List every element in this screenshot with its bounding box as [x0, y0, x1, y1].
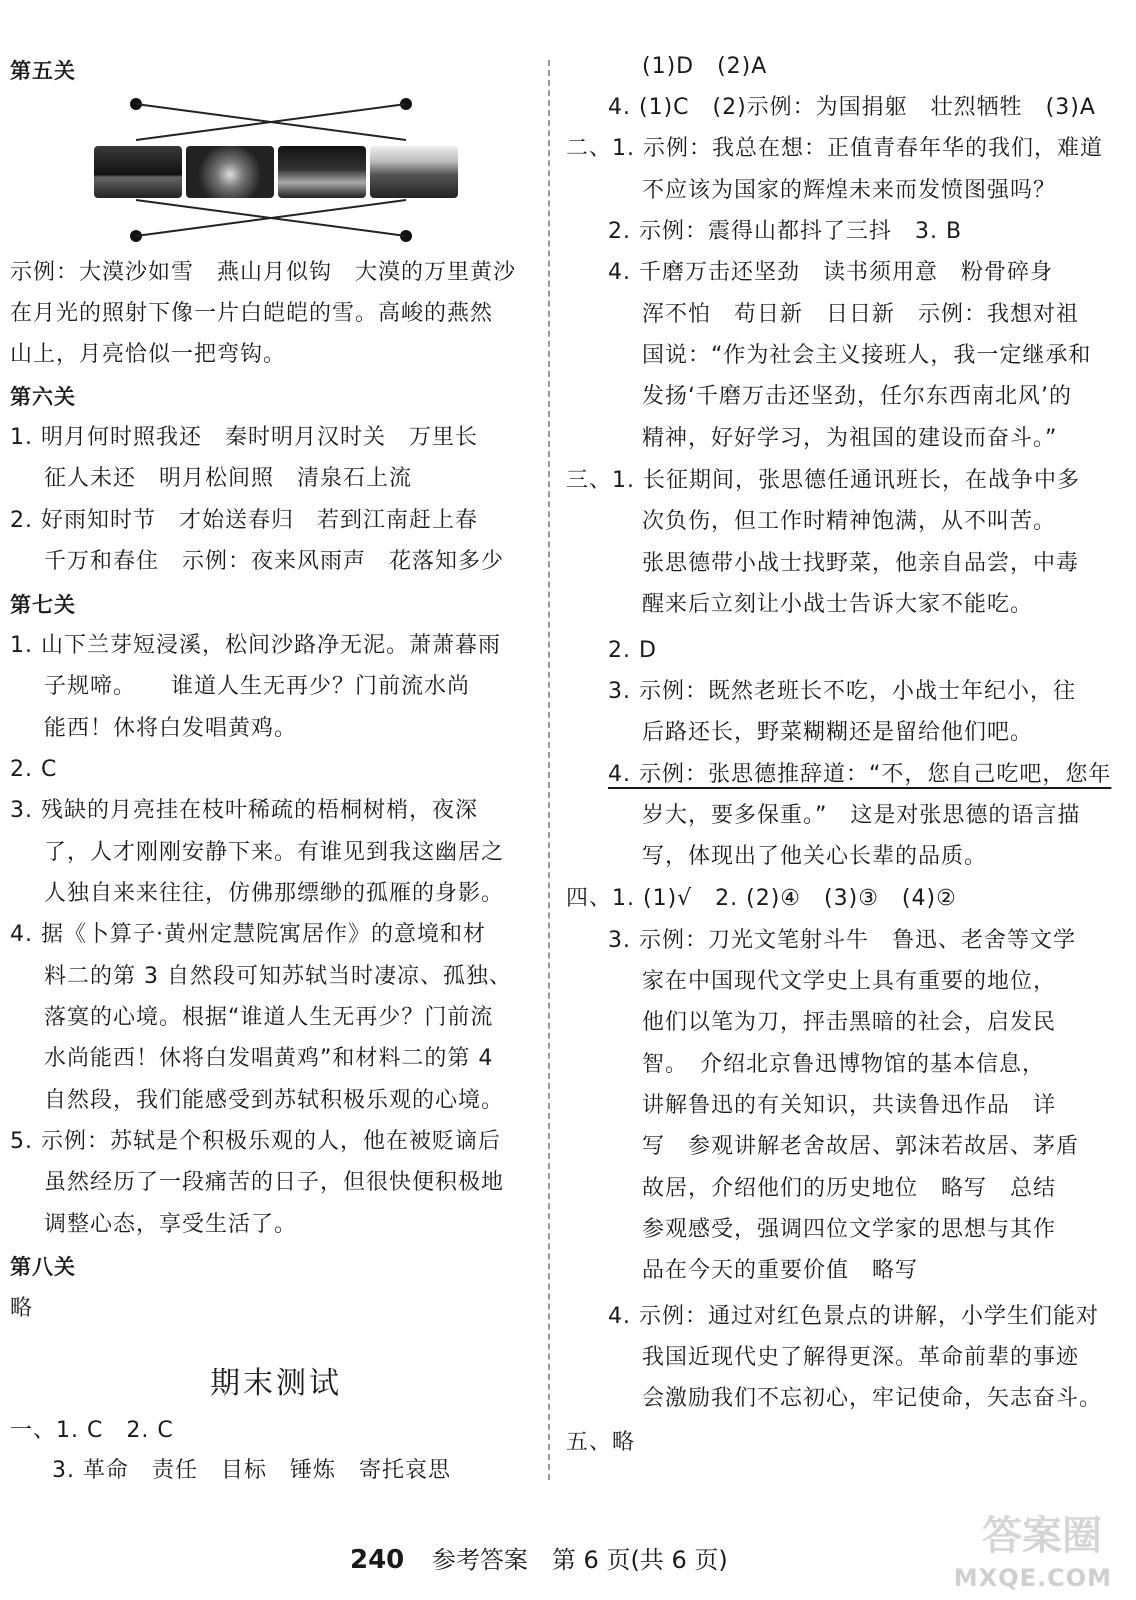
text-line: 不应该为国家的辉煌未来而发愤图强吗？: [642, 178, 1057, 203]
page-number: 240: [350, 1545, 405, 1575]
text-line: 子规啼。 谁道人生无再少？门前流水尚: [44, 674, 471, 699]
text-line: 故居，介绍他们的历史地位 略写 总结: [642, 1176, 1057, 1201]
text-line: 品在今天的重要价值 略写: [642, 1258, 919, 1283]
landscape-photo-3: [278, 146, 366, 198]
text-line: 示例：大漠沙如雪 燕山月似钩 大漠的万里黄沙: [10, 260, 517, 285]
text-line: 千万和春住 示例：夜来风雨声 花落知多少: [44, 549, 505, 574]
text-line: 岁大，要多保重。” 这是对张思德的语言描: [642, 803, 1081, 828]
text-line: 人独自来来往往，仿佛那缥缈的孤雁的身影。: [44, 881, 505, 906]
section-title-8: 第八关: [10, 1255, 76, 1279]
text-line: 了，人才刚刚安静下来。有谁见到我这幽居之: [44, 840, 505, 865]
text-line: 醒来后立刻让小战士告诉大家不能吃。: [642, 592, 1034, 617]
text-line: 4. 据《卜算子·黄州定慧院寓居作》的意境和材: [10, 922, 486, 947]
text-line: 3. 示例：既然老班长不吃，小战士年纪小，往: [608, 679, 1076, 704]
section-title-5: 第五关: [10, 59, 76, 83]
text-line: 发扬‘千磨万击还坚劲，任尔东西南北风’的: [642, 384, 1072, 409]
text-line: 讲解鲁迅的有关知识，共读鲁迅作品 详: [642, 1093, 1057, 1118]
text-line: 自然段，我们能感受到苏轼积极乐观的心境。: [44, 1088, 505, 1113]
text-line: 4. 示例：张思德推辞道：“不，您自己吃吧，您年: [608, 762, 1112, 787]
text-line: 精神，好好学习，为祖国的建设而奋斗。”: [642, 426, 1058, 451]
site-watermark: [930, 1500, 1120, 1596]
text-line: 水尚能西！休将白发唱黄鸡”和材料二的第 4: [44, 1046, 494, 1071]
text-line: 2. D: [608, 638, 657, 663]
text-line: 略: [10, 1296, 34, 1321]
exam-title: 期末测试: [210, 1366, 342, 1401]
text-line: 调整心态，享受生活了。: [44, 1212, 298, 1237]
text-line: 会激励我们不忘初心，牢记使命，矢志奋斗。: [642, 1386, 1103, 1411]
text-line: 4. 千磨万击还坚劲 读书须用意 粉骨碎身: [608, 260, 1053, 285]
text-line: 智。 介绍北京鲁迅博物馆的基本信息，: [642, 1052, 1046, 1077]
text-line: 2. 好雨知时节 才始送春归 若到江南赶上春: [10, 508, 478, 533]
text-line: 一、1. C 2. C: [10, 1418, 174, 1443]
text-line: 料二的第 3 自然段可知苏轼当时凄凉、孤独、: [44, 964, 512, 989]
text-line: 我国近现代史了解得更深。革命前辈的事迹: [642, 1345, 1080, 1370]
text-line: 写 参观讲解老舍故居、郭沫若故居、茅盾: [642, 1134, 1080, 1159]
text-line: 2. C: [10, 757, 58, 782]
text-line: 5. 示例：苏轼是个积极乐观的人，他在被贬谪后: [10, 1129, 501, 1154]
text-line: 四、1. (1)√ 2. (2)④ (3)③ (4)②: [566, 886, 957, 911]
text-line: 4. 示例：通过对红色景点的讲解，小学生们能对: [608, 1304, 1099, 1329]
column-divider: [548, 60, 550, 1480]
page-footer: [350, 1540, 728, 1575]
matching-figure: [94, 90, 454, 250]
text-line: 1. 山下兰芽短浸溪，松间沙路净无泥。萧萧暮雨: [10, 633, 501, 658]
text-line: 在月光的照射下像一片白皑皑的雪。高峻的燕然: [10, 301, 494, 326]
page-caption: 参考答案 第 6 页(共 6 页): [431, 1546, 728, 1574]
text-line: 次负伤，但工作时精神饱满，从不叫苦。: [642, 509, 1057, 534]
landscape-photo-4: [370, 146, 458, 198]
text-line: 征人未还 明月松间照 清泉石上流: [44, 466, 413, 491]
text-line: 二、1. 示例：我总在想：正值青春年华的我们，难道: [566, 136, 1103, 161]
text-line: 他们以笔为刀，抨击黑暗的社会，启发民: [642, 1010, 1057, 1035]
text-line: 张思德带小战士找野菜，他亲自品尝，中毒: [642, 551, 1080, 576]
text-line: 后路还长，野菜糊糊还是留给他们吧。: [642, 720, 1034, 745]
text-line: 落寞的心境。根据“谁道人生无再少？门前流: [44, 1005, 494, 1030]
text-line: 1. 明月何时照我还 秦时明月汉时关 万里长: [10, 425, 478, 450]
text-line: 家在中国现代文学史上具有重要的地位，: [642, 969, 1057, 994]
text-line: 山上，月亮恰似一把弯钩。: [10, 342, 287, 367]
text-line: 3. 示例：刀光文笔射斗牛 鲁迅、老舍等文学: [608, 928, 1076, 953]
text-line: 3. 残缺的月亮挂在枝叶稀疏的梧桐树梢，夜深: [10, 798, 478, 823]
section-title-6: 第六关: [10, 385, 76, 409]
text-line: 3. 革命 责任 目标 锤炼 寄托哀思: [52, 1458, 451, 1483]
text-line: 五、略: [566, 1430, 636, 1455]
section-title-7: 第七关: [10, 593, 76, 617]
text-line: 国说：“作为社会主义接班人，我一定继承和: [642, 343, 1092, 368]
watermark-logo-icon: 答案圈: [982, 1513, 1102, 1559]
text-line: 4. (1)C (2)示例：为国捐躯 壮烈牺牲 (3)A: [608, 95, 1096, 120]
text-line: (1)D (2)A: [642, 54, 768, 79]
landscape-photo-1: [94, 146, 182, 198]
watermark-text: MXQE.COM: [953, 1564, 1112, 1592]
text-line: 参观感受，强调四位文学家的思想与其作: [642, 1217, 1057, 1242]
text-line: 浑不怕 苟日新 日日新 示例：我想对祖: [642, 302, 1080, 327]
text-line: 虽然经历了一段痛苦的日子，但很快便积极地: [44, 1170, 505, 1195]
text-line: 三、1. 长征期间，张思德任通讯班长，在战争中多: [566, 468, 1080, 493]
landscape-photo-2: [186, 146, 274, 198]
text-line: 能西！休将白发唱黄鸡。: [44, 716, 298, 741]
text-line: 写，体现出了他关心长辈的品质。: [642, 844, 988, 869]
text-line: 2. 示例：震得山都抖了三抖 3. B: [608, 219, 963, 244]
